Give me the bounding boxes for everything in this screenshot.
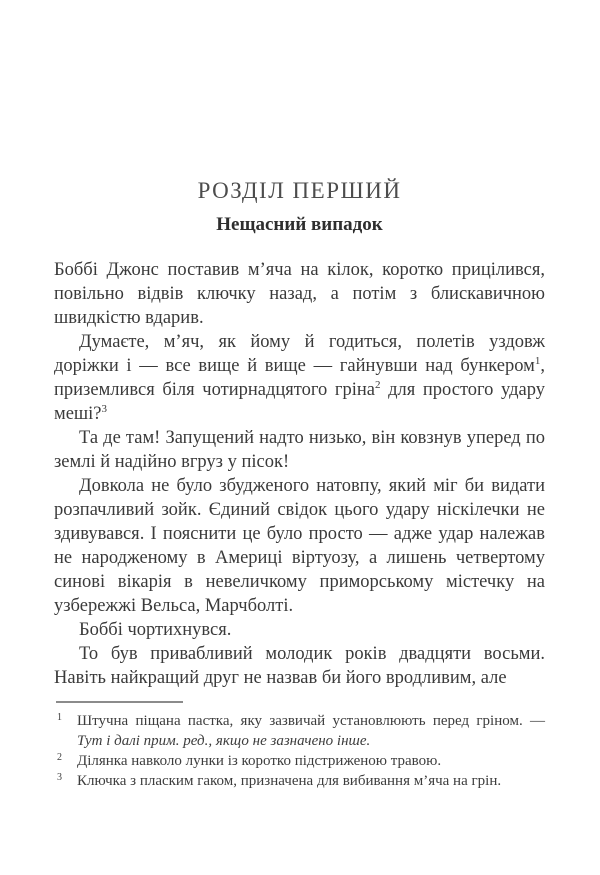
- footnote-marker: 3: [57, 772, 62, 783]
- paragraph-text: Довкола не було збудженого натовпу, який міг би видати розпачливий зойк. Єдиний свідок цього удару ніскілечки не здивувався. І пояснити це було просто — адже удар належав не народженому в Америці віртуозу, а лишень четвертому синові вікарія в невеличкому приморському містечку на узбережжі Вельса, Марчболті.: [54, 476, 545, 616]
- paragraph-text: , приземлився біля чотирнадцятого гріна: [54, 356, 545, 400]
- paragraph-2: [54, 330, 545, 426]
- footnote-text-italic: Тут і далі прим. ред., якщо не зазначено інше.: [77, 733, 371, 749]
- footnote-text: [77, 753, 441, 769]
- footnote-ref-3: 3: [101, 402, 108, 415]
- footnote-ref-1: 1: [534, 354, 541, 367]
- footnote-marker: 2: [57, 752, 62, 763]
- body-text: [54, 258, 545, 690]
- paragraph-4: [54, 474, 545, 618]
- chapter-subtitle: Нещасний випадок: [216, 214, 383, 235]
- paragraph-text: То був привабливий молодик років двадцяти восьми. Навіть найкращий друг не назвав би його вродливим, але: [54, 644, 545, 688]
- paragraph-5: [54, 618, 545, 642]
- footnote-1: [54, 711, 545, 751]
- footnote-3: [54, 771, 545, 791]
- chapter-title: РОЗДІЛ ПЕРШИЙ: [197, 178, 402, 203]
- footnote-separator: [56, 701, 183, 703]
- paragraph-text: Боббі чортихнувся.: [79, 620, 232, 640]
- paragraph-6: [54, 642, 545, 690]
- footnote-text: [77, 713, 545, 749]
- paragraph-1: [54, 258, 545, 330]
- footnotes-section: [54, 701, 545, 791]
- paragraph-text: Та де там! Запущений надто низько, він ковзнув уперед по землі й надійно вгруз у пісок!: [54, 428, 545, 472]
- footnote-text-regular: Ділянка навколо лунки із коротко підстриженою травою.: [77, 753, 442, 769]
- footnote-text: [77, 773, 501, 789]
- paragraph-text: Думаєте, м’яч, як йому й годиться, полетів уздовж доріжки і — все вище й вище — гайнувши над бункером: [54, 332, 545, 376]
- paragraph-text: Боббі Джонс поставив м’яча на кілок, коротко прицілився, повільно відвів ключку назад, а потім з блискавичною швидкістю вдарив.: [54, 260, 545, 328]
- paragraph-3: [54, 426, 545, 474]
- footnote-ref-2: 2: [374, 378, 381, 391]
- footnote-text-regular: Штучна піщана пастка, яку зазвичай установлюють перед гріном. —: [77, 713, 545, 729]
- footnote-text-regular: Ключка з пласким гаком, призначена для вибивання м’яча на грін.: [77, 773, 502, 789]
- footnote-2: [54, 751, 545, 771]
- paragraph-text: для простого удару меші?: [54, 380, 545, 424]
- footnote-marker: 1: [57, 712, 62, 723]
